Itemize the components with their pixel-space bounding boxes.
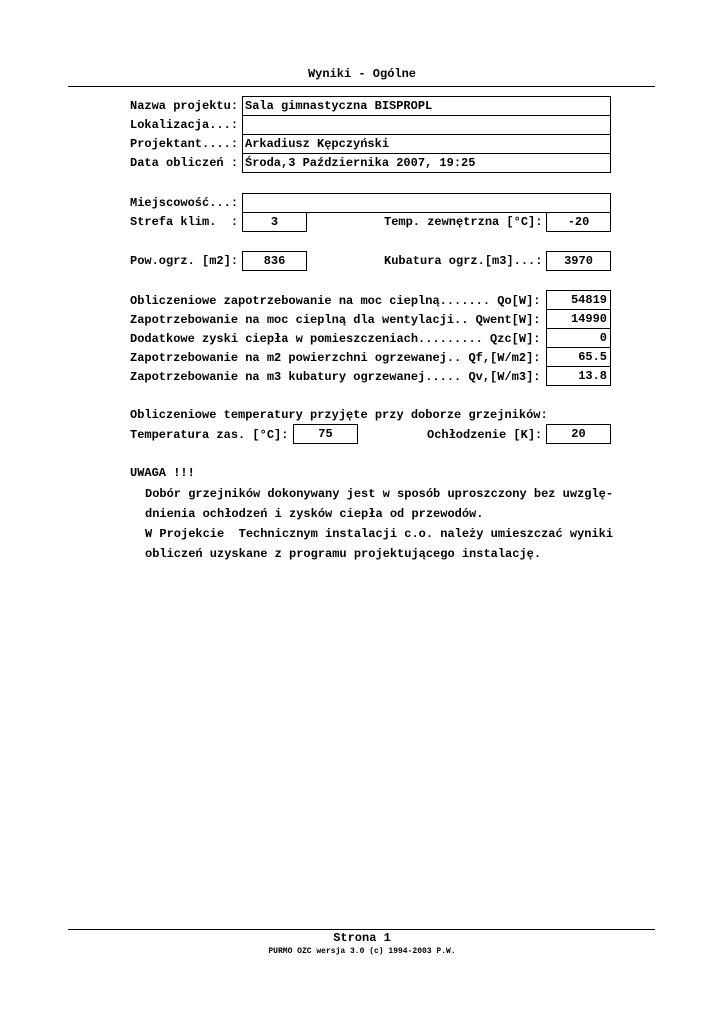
result-value-qf: 65.5 (546, 347, 611, 367)
header-divider (68, 86, 655, 87)
page-number: Strona 1 (333, 931, 391, 945)
outdoor-temp-field: -20 (546, 212, 611, 232)
project-name-label: Nazwa projektu: (130, 99, 239, 113)
supply-temp-field: 75 (293, 424, 358, 444)
heated-volume-field: 3970 (546, 251, 611, 271)
result-label-qzc: Dodatkowe zyski ciepła w pomieszczeniach......... Qzc[W]: (130, 332, 541, 346)
result-value-qo: 54819 (546, 290, 611, 310)
cooling-field: 20 (546, 424, 611, 444)
climate-zone-label: Strefa klim. : (130, 215, 239, 229)
result-label-qv: Zapotrzebowanie na m3 kubatury ogrzewanej..... Qv,[W/m3]: (130, 370, 541, 384)
warning-line: W Projekcie Technicznym instalacji c.o. należy umieszczać wyniki (145, 527, 614, 541)
date-label: Data obliczeń : (130, 156, 239, 170)
warning-line: Dobór grzejników dokonywany jest w sposób uproszczony bez uwzglę- (145, 487, 614, 501)
supply-temp-label: Temperatura zas. [°C]: (130, 428, 289, 442)
temperatures-heading: Obliczeniowe temperatury przyjęte przy doborze grzejników: (130, 408, 548, 422)
program-credit: PURMO OZC wersja 3.0 (c) 1994-2003 P.W. (268, 947, 456, 956)
climate-zone-field: 3 (242, 212, 307, 232)
project-name-field: Sala gimnastyczna BISPROPL (242, 96, 611, 116)
heated-volume-label: Kubatura ogrz.[m3]...: (384, 254, 543, 268)
outdoor-temp-label: Temp. zewnętrzna [°C]: (384, 215, 543, 229)
page-title: Wyniki - Ogólne (307, 67, 417, 81)
town-label: Miejscowość...: (130, 196, 239, 210)
result-value-qv: 13.8 (546, 366, 611, 386)
heated-area-label: Pow.ogrz. [m2]: (130, 254, 239, 268)
result-value-qwent: 14990 (546, 309, 611, 329)
designer-field: Arkadiusz Kępczyński (242, 134, 611, 154)
warning-title: UWAGA !!! (130, 466, 195, 480)
result-label-qo: Obliczeniowe zapotrzebowanie na moc cieplną....... Qo[W]: (130, 294, 541, 308)
location-label: Lokalizacja...: (130, 118, 239, 132)
town-field (242, 193, 611, 213)
warning-line: dnienia ochłodzeń i zysków ciepła od przewodów. (145, 507, 484, 521)
designer-label: Projektant....: (130, 137, 239, 151)
footer-divider (68, 929, 655, 930)
date-field: Środa,3 Października 2007, 19:25 (242, 153, 611, 173)
warning-line: obliczeń uzyskane z programu projektującego instalację. (145, 547, 542, 561)
location-field (242, 115, 611, 135)
result-label-qwent: Zapotrzebowanie na moc cieplną dla wentylacji.. Qwent[W]: (130, 313, 541, 327)
cooling-label: Ochłodzenie [K]: (427, 428, 543, 442)
result-value-qzc: 0 (546, 328, 611, 348)
heated-area-field: 836 (242, 251, 307, 271)
result-label-qf: Zapotrzebowanie na m2 powierzchni ogrzewanej.. Qf,[W/m2]: (130, 351, 541, 365)
